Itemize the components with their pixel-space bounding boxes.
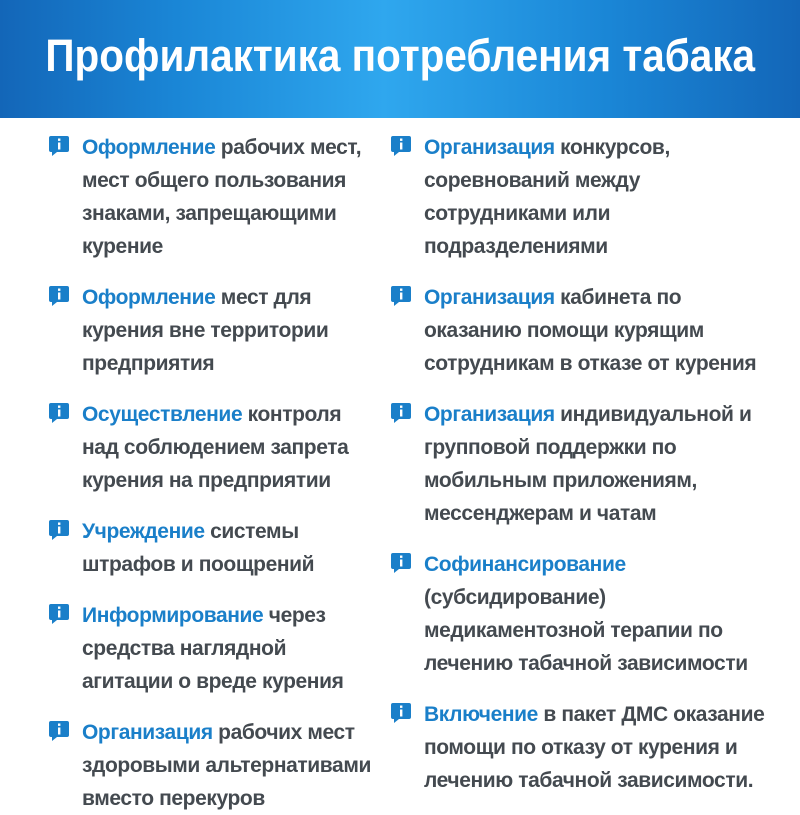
list-item [48, 398, 378, 497]
item-highlight: Осуществление [82, 403, 243, 426]
item-highlight: Учреждение [82, 520, 205, 543]
list-item [48, 716, 378, 815]
header-banner [0, 0, 800, 118]
list-item [48, 515, 378, 581]
item-highlight: Организация [424, 136, 555, 159]
item-highlight: Включение [424, 703, 538, 726]
item-text: контроля над соблюдением запрета курения на предприятии [82, 403, 349, 492]
item-highlight: Организация [82, 721, 213, 744]
item-text: кабинета по оказанию помощи курящим сотрудникам в отказе от курения [424, 286, 757, 375]
item-highlight: Софинансирование [424, 553, 626, 576]
item-text: индивидуальной и групповой поддержки по мобильным приложениям, мессенджерам и чатам [424, 403, 752, 525]
item-highlight: Информирование [82, 604, 264, 627]
item-text: рабочих мест здоровыми альтернативами вместо перекуров [82, 721, 371, 810]
item-text: конкурсов, соревнований между сотрудниками или подразделениями [424, 136, 670, 258]
item-highlight: Оформление [82, 286, 216, 309]
item-text: в пакет ДМС оказание помощи по отказу от курения и лечению табачной зависимости. [424, 703, 765, 792]
list-item [390, 698, 775, 797]
info-icon [48, 402, 70, 424]
item-highlight: Организация [424, 286, 555, 309]
list-item [390, 131, 775, 263]
info-icon [390, 702, 412, 724]
list-item [390, 398, 775, 530]
item-highlight: Организация [424, 403, 555, 426]
item-highlight: Оформление [82, 136, 216, 159]
list-item [48, 281, 378, 380]
info-icon [390, 402, 412, 424]
item-text: мест для курения вне территории предприятия [82, 286, 329, 375]
item-text: через средства наглядной агитации о вреде курения [82, 604, 344, 693]
info-icon [48, 285, 70, 307]
list-item [48, 599, 378, 698]
left-column [48, 131, 378, 815]
info-icon [48, 519, 70, 541]
info-icon [390, 285, 412, 307]
info-icon [48, 720, 70, 742]
info-icon [48, 135, 70, 157]
item-text: рабочих мест, мест общего пользования знаками, запрещающими курение [82, 136, 362, 258]
page-title: Профилактика потребления табака [45, 30, 755, 81]
info-icon [390, 552, 412, 574]
list-item [48, 131, 382, 263]
list-item [390, 548, 775, 680]
right-column [390, 131, 775, 797]
info-icon [390, 135, 412, 157]
item-text: (субсидирование) медикаментозной терапии по лечению табачной зависимости [424, 586, 748, 675]
info-icon [48, 603, 70, 625]
list-item [390, 281, 775, 380]
item-text: системы штрафов и поощрений [82, 520, 315, 576]
